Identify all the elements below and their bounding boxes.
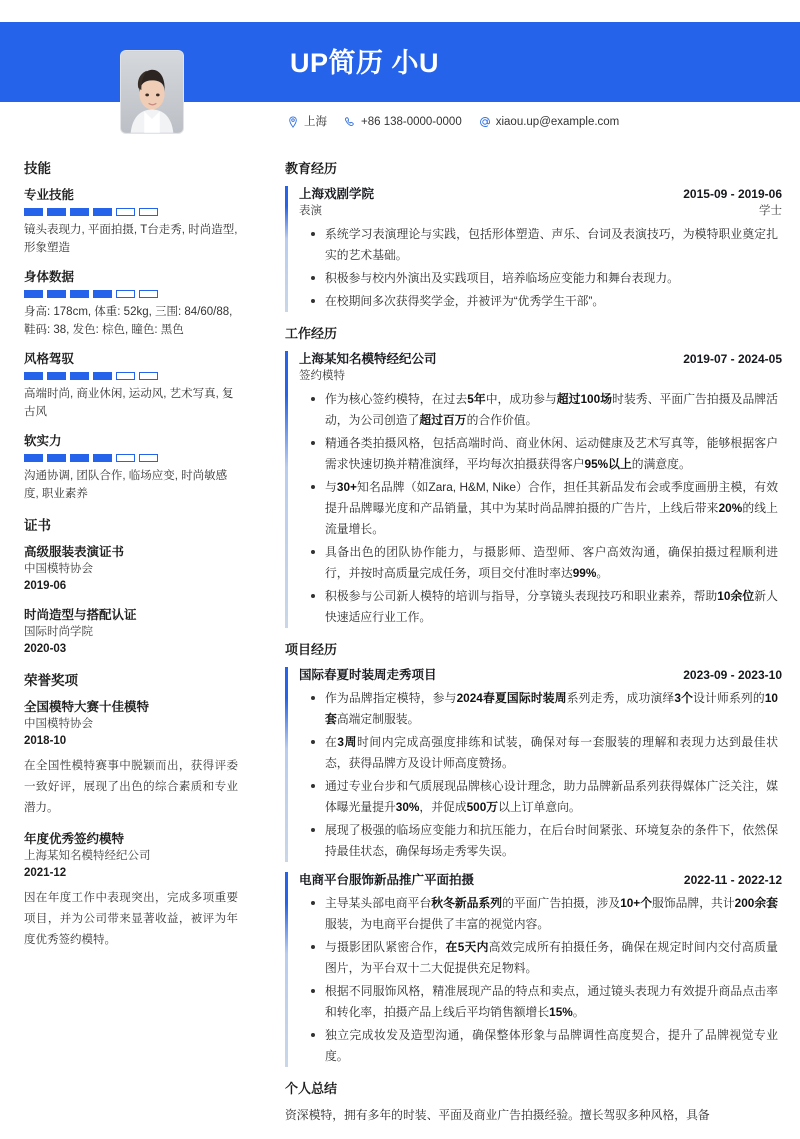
skill-description: 沟通协调, 团队合作, 临场应变, 时尚敏感度, 职业素养 [24,470,228,500]
projects-title: 项目经历 [285,642,338,657]
sidebar-skills-title: 技能 [24,161,51,176]
skill-bar-empty [116,290,135,298]
contact-location-text: 上海 [304,116,327,128]
skill-bar-filled [93,454,112,462]
education-title: 教育经历 [285,161,338,176]
skill-bar-filled [47,372,66,380]
certificate-item [24,544,238,595]
certificate-issuer: 中国模特协会 [24,563,93,575]
entry-organization: 上海戏剧学院 [299,187,375,201]
sidebar-certificates-title: 证书 [24,518,51,533]
experience-entry [285,666,782,862]
contact-email-text: xiaou.up@example.com [495,116,620,128]
entry-bullet-list [299,224,782,312]
entry-header [299,185,782,203]
skill-bar-filled [70,372,89,380]
entry-date-range: 2022-11 - 2022-12 [683,873,782,887]
entry-date-range: 2019-07 - 2024-05 [683,352,782,366]
bullet-item: 与30+知名品牌（如Zara, H&M, Nike）合作，担任其新品发布会或季度画册主模，有效提升品牌曝光度和产品销量，其中为某时尚品牌拍摄的广告片，上线后带来20%的线上流量增长。 [325,477,778,540]
entry-subheader [299,203,782,220]
award-date: 2021-12 [24,867,67,879]
award-title: 年度优秀签约模特 [24,832,125,846]
summary-title: 个人总结 [285,1081,338,1096]
skill-bar-filled [24,208,43,216]
skill-bar-filled [70,208,89,216]
page-title: UP简历 小U [290,48,440,78]
contact-row [287,115,619,129]
skill-bar-filled [70,454,89,462]
skill-bar-empty [116,454,135,462]
skill-level-bars [24,290,238,298]
skill-item [24,187,238,257]
certificates-list [24,544,238,658]
bullet-item: 积极参与校内外演出及实践项目，培养临场应变能力和舞台表现力。 [325,268,778,289]
skill-level-bars [24,208,238,216]
entry-degree: 学士 [759,205,782,217]
sidebar-awards-title: 荣誉奖项 [24,673,78,688]
skill-bar-empty [139,454,158,462]
bullet-item: 系统学习表演理论与实践，包括形体塑造、声乐、台词及表演技巧，为模特职业奠定扎实的艺术基础。 [325,224,778,266]
work-entries [285,350,782,628]
skill-name: 软实力 [24,434,62,448]
bullet-item: 作为核心签约模特，在过去5年中，成功参与超过100场时装秀、平面广告拍摄及品牌活动，为公司创造了超过百万的合作价值。 [325,389,778,431]
awards-list [24,699,238,951]
entry-date-range: 2023-09 - 2023-10 [683,668,782,682]
award-issuer: 上海某知名模特经纪公司 [24,850,151,862]
skill-bar-filled [47,454,66,462]
bullet-item: 主导某头部电商平台秋冬新品系列的平面广告拍摄，涉及10+个服饰品牌，共计200余套服装，为电商平台提供了丰富的视觉内容。 [325,893,778,935]
entry-bullet-list [299,893,782,1067]
skill-item [24,351,238,421]
portrait-photo-icon [121,51,183,133]
bullet-item: 根据不同服饰风格，精准展现产品的特点和卖点，通过镜头表现力有效提升商品点击率和转化率，拍摄产品上线后平均销售额增长15%。 [325,981,778,1023]
sidebar [0,160,262,965]
certificate-issuer: 国际时尚学院 [24,626,93,638]
certificate-date: 2020-03 [24,643,67,655]
skill-name: 专业技能 [24,188,75,202]
bullet-item: 作为品牌指定模特，参与2024春夏国际时装周系列走秀，成功演绎3个设计师系列的10套高端定制服装。 [325,688,778,730]
bullet-item: 在3周时间内完成高强度排练和试装，确保对每一套服装的理解和表现力达到最佳状态，获得品牌方及设计师高度赞扬。 [325,732,778,774]
award-issuer: 中国模特协会 [24,718,93,730]
certificate-title: 高级服装表演证书 [24,545,125,559]
entry-organization: 上海某知名模特经纪公司 [299,352,437,366]
entry-organization: 国际春夏时装周走秀项目 [299,668,437,682]
bullet-item: 通过专业台步和气质展现品牌核心设计理念，助力品牌新品系列获得媒体广泛关注，媒体曝光量提升30%，并促成500万以上订单意向。 [325,776,778,818]
skills-list [24,187,238,503]
skill-bar-filled [47,208,66,216]
award-description: 因在年度工作中表现突出，完成多项重要项目，并为公司带来显著收益，被评为年度优秀签约模特。 [24,892,238,946]
entry-role: 签约模特 [299,370,345,382]
contact-phone [344,115,462,129]
skill-bar-filled [24,372,43,380]
experience-entry [285,185,782,312]
location-pin-icon [287,116,299,128]
entry-bullet-list [299,688,782,862]
skill-bar-filled [93,290,112,298]
education-entries [285,185,782,312]
skill-bar-empty [116,372,135,380]
contact-location [287,115,327,129]
skill-item [24,433,238,503]
award-description: 在全国性模特赛事中脱颖而出，获得评委一致好评，展现了出色的综合素质和专业潜力。 [24,760,238,814]
section-education [285,160,782,312]
contact-email [479,115,620,129]
bullet-item: 积极参与公司新人模特的培训与指导，分享镜头表现技巧和职业素养，帮助10余位新人快速适应行业工作。 [325,586,778,628]
sidebar-section-skills [24,160,238,503]
bullet-item: 与摄影团队紧密合作，在5天内高效完成所有拍摄任务，确保在规定时间内交付高质量图片，为平台双十二大促提供充足物料。 [325,937,778,979]
entry-organization: 电商平台服饰新品推广平面拍摄 [299,873,475,887]
award-date: 2018-10 [24,735,67,747]
certificate-date: 2019-06 [24,580,67,592]
skill-level-bars [24,372,238,380]
skill-bar-empty [139,290,158,298]
skill-name: 风格驾驭 [24,352,75,366]
skill-description: 身高: 178cm, 体重: 52kg, 三围: 84/60/88, 鞋码: 38, 发色: 棕色, 瞳色: 黑色 [24,306,233,336]
summary-text: 资深模特，拥有多年的时装、平面及商业广告拍摄经验。擅长驾驭多种风格，具备 [285,1108,710,1122]
entry-header [299,350,782,368]
skill-item [24,269,238,339]
skill-bar-filled [93,208,112,216]
experience-entry [285,350,782,628]
section-summary [285,1080,782,1126]
award-title: 全国模特大赛十佳模特 [24,700,150,714]
skill-name: 身体数据 [24,270,75,284]
bullet-item: 展现了极强的临场应变能力和抗压能力，在后台时间紧张、环境复杂的条件下，依然保持最佳状态，确保每场走秀零失误。 [325,820,778,862]
sidebar-section-awards [24,672,238,951]
bullet-item: 具备出色的团队协作能力，与摄影师、造型师、客户高效沟通，确保拍摄过程顺利进行，并按时高质量完成任务，项目交付准时率达99%。 [325,542,778,584]
experience-entry [285,871,782,1067]
award-item [24,831,238,951]
entry-header [299,871,782,889]
entry-subheader [299,368,782,385]
entry-header [299,666,782,684]
skill-bar-filled [47,290,66,298]
certificate-item [24,607,238,658]
section-work [285,325,782,628]
bullet-item: 独立完成妆发及造型沟通，确保整体形象与品牌调性高度契合，提升了品牌视觉专业度。 [325,1025,778,1067]
skill-description: 镜头表现力, 平面拍摄, T台走秀, 时尚造型, 形象塑造 [24,224,238,254]
skill-bar-filled [93,372,112,380]
skill-description: 高端时尚, 商业休闲, 运动风, 艺术写真, 复古风 [24,388,234,418]
skill-bar-empty [116,208,135,216]
entry-bullet-list [299,389,782,628]
skill-bar-empty [139,372,158,380]
bullet-item: 精通各类拍摄风格，包括高端时尚、商业休闲、运动健康及艺术写真等，能够根据客户需求快速切换并精准演绎，平均每次拍摄获得客户95%以上的满意度。 [325,433,778,475]
skill-bar-empty [139,208,158,216]
phone-icon [344,116,356,128]
section-projects [285,641,782,1067]
award-item [24,699,238,819]
contact-phone-text: +86 138-0000-0000 [361,116,462,128]
email-at-icon [479,116,491,128]
main-column [281,160,800,1139]
avatar [120,50,184,134]
entry-date-range: 2015-09 - 2019-06 [683,187,782,201]
skill-level-bars [24,454,238,462]
project-entries [285,666,782,1067]
work-title: 工作经历 [285,326,338,341]
entry-role: 表演 [299,205,322,217]
skill-bar-filled [24,290,43,298]
certificate-title: 时尚造型与搭配认证 [24,608,137,622]
skill-bar-filled [70,290,89,298]
skill-bar-filled [24,454,43,462]
sidebar-section-certificates [24,517,238,658]
bullet-item: 在校期间多次获得奖学金，并被评为“优秀学生干部”。 [325,291,778,312]
